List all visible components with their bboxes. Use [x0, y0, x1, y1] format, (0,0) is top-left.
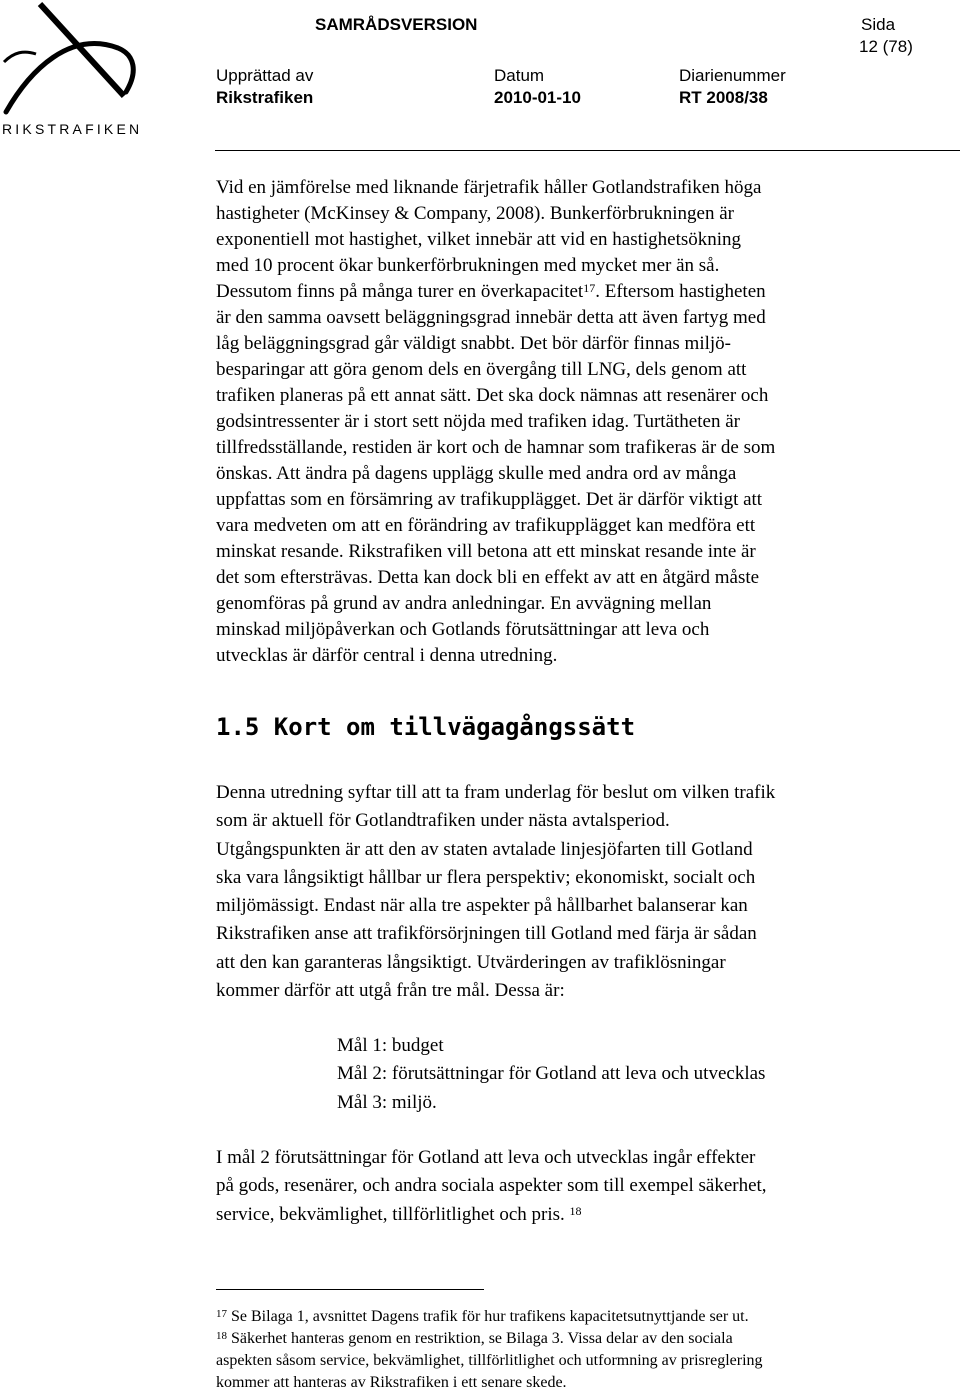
registry-label: Diarienummer	[679, 66, 786, 85]
footnote-ref-18[interactable]: 18	[569, 1203, 582, 1218]
footnote-ref-17[interactable]: 17	[583, 281, 596, 295]
section-heading: 1.5 Kort om tillvägagångssätt	[216, 713, 636, 741]
paragraph-3	[216, 1144, 767, 1229]
text-line: besparingar att göra genom dels en övergång till LNG, dels genom att	[216, 359, 747, 380]
footnote-18	[216, 1328, 763, 1350]
text-line: miljömässigt. Endast när alla tre aspekter på hållbarhet balanserar kan	[216, 895, 748, 917]
footnote-17	[216, 1306, 763, 1328]
date-label: Datum	[494, 66, 545, 85]
text-segment: . Eftersom hastigheten	[595, 281, 766, 302]
header-divider	[215, 150, 960, 151]
footnotes	[216, 1306, 763, 1394]
registry-value: RT 2008/38	[679, 88, 768, 107]
footnote-divider	[216, 1289, 484, 1290]
text-line: som är aktuell för Gotlandtrafiken under nästa avtalsperiod.	[216, 810, 670, 832]
footnote-number: 18	[216, 1330, 227, 1342]
text-line	[216, 279, 775, 305]
footnote-text: Se Bilaga 1, avsnittet Dagens trafik för hur trafikens kapacitetsutnyttjande ser ut.	[231, 1308, 749, 1325]
text-line: trafiken planeras på ett annat sätt. Det ska dock nämnas att resenärer och	[216, 385, 769, 406]
text-line: på gods, resenärer, och andra sociala aspekter som till exempel säkerhet,	[216, 1175, 767, 1197]
text-line: Denna utredning syftar till att ta fram underlag för beslut om vilken trafik	[216, 782, 776, 803]
text-line: är den samma oavsett beläggningsgrad innebär detta att även fartyg med	[216, 307, 766, 328]
text-line: godsintressenter är i stort sett nöjda med trafiken idag. Turtätheten är	[216, 411, 740, 432]
page-number: 12 (78)	[859, 37, 913, 56]
version-label: SAMRÅDSVERSION	[315, 15, 478, 34]
text-line: exponentiell mot hastighet, vilket innebär att vid en hastighetsökning	[216, 229, 742, 250]
text-line: genomföras på grund av andra anledningar. En avvägning mellan	[216, 593, 712, 614]
text-segment: service, bekvämlighet, tillförlitlighet och pris.	[216, 1203, 565, 1225]
text-line: Rikstrafiken anse att trafikförsörjningen till Gotland med färja är sådan	[216, 923, 757, 945]
footnote-number: 17	[216, 1308, 227, 1320]
list-item: Mål 2: förutsättningar för Gotland att leva och utvecklas	[337, 1063, 766, 1085]
footnote-text: kommer att hanteras av Rikstrafiken i ett senare skede.	[216, 1374, 567, 1391]
text-line: utvecklas är därför central i denna utredning.	[216, 645, 558, 666]
text-line: uppfattas som en försämring av trafikupplägget. Det är därför viktigt att	[216, 489, 763, 510]
text-line: med 10 procent ökar bunkerförbrukningen med mycket mer än så.	[216, 255, 720, 276]
footnote-text: Säkerhet hanteras genom en restriktion, se Bilaga 3. Vissa delar av den sociala	[231, 1330, 733, 1347]
page-label: Sida	[861, 15, 896, 34]
logo-wordmark: RIKSTRAFIKEN	[2, 121, 143, 137]
list-item: Mål 1: budget	[337, 1035, 444, 1056]
text-line: det som eftersträvas. Detta kan dock bli en effekt av att en åtgärd måste	[216, 567, 760, 588]
text-line: Vid en jämförelse med liknande färjetrafik håller Gotlandstrafiken höga	[216, 177, 762, 198]
text-line: att den kan garanteras långsiktigt. Utvärderingen av trafiklösningar	[216, 951, 726, 973]
list-item: Mål 3: miljö.	[337, 1091, 437, 1113]
author-label: Upprättad av	[216, 66, 314, 85]
text-line: låg beläggningsgrad går väldigt snabbt. Det bör därför finnas miljö-	[216, 333, 731, 354]
text-line: tillfredsställande, restiden är kort och de hamnar som trafikeras är de som	[216, 437, 776, 458]
text-line: vara medveten om att en förändring av trafikupplägget kan medföra ett	[216, 515, 756, 536]
goals-list	[337, 1032, 765, 1117]
author-value: Rikstrafiken	[216, 88, 314, 107]
text-line: I mål 2 förutsättningar för Gotland att leva och utvecklas ingår effekter	[216, 1147, 756, 1168]
swoosh-logo-icon	[0, 0, 150, 120]
paragraph-2	[216, 779, 775, 1005]
text-line: minskad miljöpåverkan och Gotlands förutsättningar att leva och	[216, 619, 710, 640]
date-value: 2010-01-10	[494, 88, 581, 107]
text-line: kommer därför att utgå från tre mål. Dessa är:	[216, 980, 565, 1002]
paragraph-1	[216, 175, 775, 669]
text-line: önskas. Att ändra på dagens upplägg skulle med andra ord av många	[216, 463, 737, 484]
text-segment: Dessutom finns på många turer en överkapacitet	[216, 281, 584, 302]
text-line: Utgångspunkten är att den av staten avtalade linjesjöfarten till Gotland	[216, 838, 753, 860]
text-line	[216, 1201, 767, 1229]
text-line: ska vara långsiktigt hållbar ur flera perspektiv; ekonomiskt, socialt och	[216, 866, 756, 888]
footnote-text: aspekten såsom service, bekvämlighet, tillförlitlighet och utformning av prisreglering	[216, 1352, 763, 1369]
text-line: hastigheter (McKinsey & Company, 2008). Bunkerförbrukningen är	[216, 203, 734, 224]
text-line: minskat resande. Rikstrafiken vill betona att ett minskat resande inte är	[216, 541, 756, 562]
rikstrafiken-logo	[0, 0, 150, 140]
